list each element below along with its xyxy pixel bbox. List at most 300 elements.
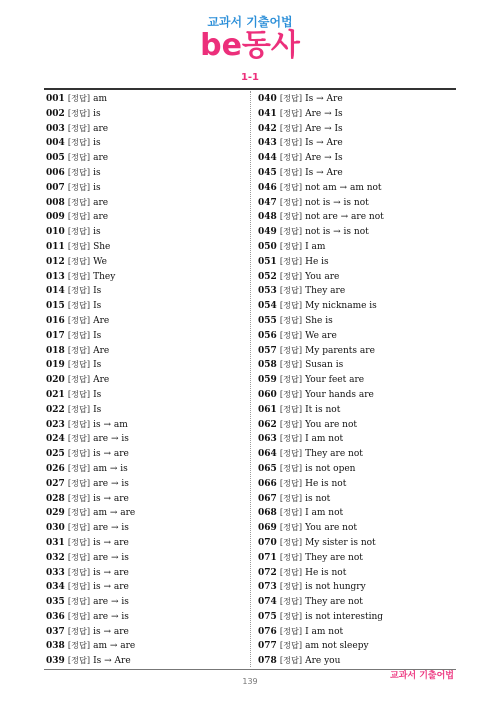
answer-item	[258, 239, 458, 254]
answer-text: Are	[93, 315, 110, 326]
answer-tag: [정답]	[279, 166, 303, 177]
item-number: 030	[46, 523, 65, 534]
answer-item	[258, 535, 458, 550]
answer-text: We	[93, 256, 107, 267]
answer-tag: [정답]	[67, 137, 91, 148]
answer-tag: [정답]	[67, 655, 91, 666]
answer-text: It is not	[305, 404, 341, 415]
top-rule	[44, 88, 456, 90]
answer-tag: [정답]	[279, 433, 303, 444]
item-number: 001	[46, 94, 65, 104]
item-number: 034	[46, 582, 65, 593]
answer-tag: [정답]	[67, 433, 91, 444]
answer-text: am	[93, 94, 107, 104]
item-number: 005	[46, 153, 65, 164]
answer-tag: [정답]	[279, 181, 303, 192]
answer-item	[258, 135, 458, 150]
answer-tag: [정답]	[67, 314, 91, 325]
item-number: 024	[46, 434, 65, 445]
answer-item	[258, 638, 458, 653]
answer-item	[258, 372, 458, 387]
item-number: 019	[46, 360, 65, 371]
answer-tag: [정답]	[279, 596, 303, 607]
answer-item	[258, 357, 458, 372]
answer-item	[258, 283, 458, 298]
answer-item	[46, 417, 246, 432]
answer-tag: [정답]	[279, 403, 303, 414]
item-number: 007	[46, 182, 65, 193]
item-number: 013	[46, 271, 65, 282]
answer-tag: [정답]	[67, 359, 91, 370]
answer-item	[46, 283, 246, 298]
answer-tag: [정답]	[67, 181, 91, 192]
answer-text: is not hungry	[305, 582, 366, 593]
answer-tag: [정답]	[67, 403, 91, 414]
answer-tag: [정답]	[67, 581, 91, 592]
item-number: 010	[46, 227, 65, 238]
answer-text: are	[93, 197, 109, 208]
answer-item	[46, 535, 246, 550]
answer-item	[258, 431, 458, 446]
answer-text: are	[93, 123, 109, 134]
answer-tag: [정답]	[67, 196, 91, 207]
answer-text: are → is	[93, 478, 129, 489]
answer-item	[258, 653, 458, 668]
item-number: 011	[46, 241, 65, 252]
answer-tag: [정답]	[279, 566, 303, 577]
answer-text: She	[93, 241, 111, 252]
answer-item	[46, 343, 246, 358]
item-number: 060	[258, 389, 277, 400]
answer-text: You are	[305, 271, 340, 282]
answer-tag: [정답]	[67, 152, 91, 163]
item-number: 014	[46, 286, 65, 297]
answer-tag: [정답]	[67, 344, 91, 355]
answer-text: I am	[305, 241, 326, 252]
answer-text: am not sleepy	[305, 641, 369, 652]
item-number: 052	[258, 271, 277, 282]
answer-item	[258, 624, 458, 639]
answer-item	[46, 476, 246, 491]
item-number: 040	[258, 94, 277, 104]
item-number: 041	[258, 108, 277, 119]
answer-item	[258, 254, 458, 269]
answer-text: He is not	[305, 567, 347, 578]
answer-item	[258, 520, 458, 535]
item-number: 063	[258, 434, 277, 445]
answer-text: is → are	[93, 567, 129, 578]
answer-tag: [정답]	[279, 240, 303, 251]
answer-text: is not interesting	[305, 611, 384, 622]
answer-item	[46, 491, 246, 506]
answer-text: Is	[93, 389, 102, 400]
answer-item	[46, 224, 246, 239]
answer-list-left	[46, 91, 246, 668]
item-number: 027	[46, 478, 65, 489]
answer-item	[46, 165, 246, 180]
item-number: 050	[258, 241, 277, 252]
answer-item	[258, 269, 458, 284]
answer-text: not is → is not	[305, 227, 369, 238]
answer-tag: [정답]	[67, 492, 91, 503]
answer-item	[46, 609, 246, 624]
answer-text: are → is	[93, 552, 129, 563]
answer-tag: [정답]	[279, 507, 303, 518]
answer-text: She is	[305, 315, 333, 326]
page-title: be동사	[200, 28, 300, 63]
answer-text: Are	[93, 375, 110, 386]
answer-item	[258, 328, 458, 343]
answer-text: are → is	[93, 597, 129, 608]
answer-tag: [정답]	[279, 226, 303, 237]
item-number: 065	[258, 463, 277, 474]
answer-text: You are not	[305, 523, 358, 534]
answer-item	[258, 298, 458, 313]
item-number: 048	[258, 212, 277, 223]
answer-tag: [정답]	[279, 551, 303, 562]
answer-tag: [정답]	[279, 581, 303, 592]
answer-text: are	[93, 153, 109, 164]
answer-text: My parents are	[305, 345, 375, 356]
answer-tag: [정답]	[279, 418, 303, 429]
answer-tag: [정답]	[279, 270, 303, 281]
section-number: 1-1	[240, 72, 260, 83]
answer-text: is → are	[93, 493, 129, 504]
answer-item	[258, 150, 458, 165]
answer-text: is → are	[93, 449, 129, 460]
answer-item	[46, 239, 246, 254]
answer-text: Is → Are	[305, 138, 343, 149]
answer-item	[258, 446, 458, 461]
item-number: 058	[258, 360, 277, 371]
item-number: 008	[46, 197, 65, 208]
answer-list-right	[258, 91, 458, 668]
answer-tag: [정답]	[67, 107, 91, 118]
item-number: 031	[46, 537, 65, 548]
answer-tag: [정답]	[279, 344, 303, 355]
answer-tag: [정답]	[279, 655, 303, 666]
answer-tag: [정답]	[67, 388, 91, 399]
answer-item	[46, 594, 246, 609]
answer-tag: [정답]	[279, 152, 303, 163]
item-number: 022	[46, 404, 65, 415]
answer-tag: [정답]	[67, 93, 91, 103]
item-number: 047	[258, 197, 277, 208]
answer-item	[258, 313, 458, 328]
item-number: 038	[46, 641, 65, 652]
answer-tag: [정답]	[67, 300, 91, 311]
item-number: 044	[258, 153, 277, 164]
answer-item	[46, 446, 246, 461]
answer-text: am → are	[93, 641, 136, 652]
answer-item	[46, 653, 246, 668]
answer-item	[46, 387, 246, 402]
answer-item	[46, 313, 246, 328]
answer-item	[46, 195, 246, 210]
item-number: 057	[258, 345, 277, 356]
item-number: 020	[46, 375, 65, 386]
item-number: 018	[46, 345, 65, 356]
answer-item	[258, 106, 458, 121]
item-number: 039	[46, 656, 65, 667]
column-divider	[250, 91, 251, 667]
item-number: 064	[258, 449, 277, 460]
answer-tag: [정답]	[67, 477, 91, 488]
answer-tag: [정답]	[67, 448, 91, 459]
item-number: 056	[258, 330, 277, 341]
answer-text: They are not	[305, 552, 363, 563]
answer-tag: [정답]	[279, 625, 303, 636]
item-number: 069	[258, 523, 277, 534]
answer-item	[258, 165, 458, 180]
answer-tag: [정답]	[67, 536, 91, 547]
answer-text: is → are	[93, 626, 129, 637]
answer-text: Is → Are	[93, 656, 131, 667]
answer-tag: [정답]	[67, 551, 91, 562]
answer-tag: [정답]	[67, 211, 91, 222]
item-number: 078	[258, 656, 277, 667]
item-number: 035	[46, 597, 65, 608]
item-number: 055	[258, 315, 277, 326]
answer-item	[258, 180, 458, 195]
answer-text: am → is	[93, 463, 128, 474]
answer-item	[46, 550, 246, 565]
answer-item	[258, 91, 458, 106]
answer-item	[46, 357, 246, 372]
answer-tag: [정답]	[67, 462, 91, 473]
item-number: 017	[46, 330, 65, 341]
item-number: 061	[258, 404, 277, 415]
answer-tag: [정답]	[279, 374, 303, 385]
item-number: 002	[46, 108, 65, 119]
item-number: 076	[258, 626, 277, 637]
answer-item	[258, 121, 458, 136]
answer-text: is	[93, 182, 101, 193]
answer-tag: [정답]	[279, 122, 303, 133]
item-number: 012	[46, 256, 65, 267]
item-number: 062	[258, 419, 277, 430]
answer-text: Susan is	[305, 360, 344, 371]
answer-item	[258, 343, 458, 358]
answer-tag: [정답]	[279, 477, 303, 488]
answer-text: Is → Are	[305, 94, 343, 104]
answer-item	[46, 209, 246, 224]
answer-item	[46, 135, 246, 150]
answer-text: Are → Is	[305, 123, 343, 134]
answer-text: Are you	[305, 656, 341, 667]
answer-tag: [정답]	[67, 122, 91, 133]
answer-item	[258, 209, 458, 224]
answer-item	[46, 372, 246, 387]
answer-text: Are → Is	[305, 108, 343, 119]
answer-tag: [정답]	[67, 374, 91, 385]
item-number: 016	[46, 315, 65, 326]
answer-tag: [정답]	[67, 596, 91, 607]
answer-item	[258, 609, 458, 624]
answer-tag: [정답]	[279, 137, 303, 148]
item-number: 004	[46, 138, 65, 149]
answer-item	[46, 298, 246, 313]
answer-tag: [정답]	[67, 166, 91, 177]
answer-item	[46, 638, 246, 653]
item-number: 045	[258, 167, 277, 178]
answer-text: not am → am not	[305, 182, 382, 193]
answer-item	[46, 431, 246, 446]
item-number: 059	[258, 375, 277, 386]
answer-tag: [정답]	[279, 314, 303, 325]
answer-tag: [정답]	[279, 107, 303, 118]
answer-tag: [정답]	[279, 211, 303, 222]
item-number: 073	[258, 582, 277, 593]
answer-text: Is	[93, 360, 102, 371]
item-number: 067	[258, 493, 277, 504]
item-number: 070	[258, 537, 277, 548]
footer-brand: 교과서 기출어법	[390, 671, 454, 681]
answer-tag: [정답]	[67, 329, 91, 340]
item-number: 026	[46, 463, 65, 474]
answer-text: They are not	[305, 597, 363, 608]
answer-item	[46, 106, 246, 121]
item-number: 042	[258, 123, 277, 134]
answer-text: is → are	[93, 582, 129, 593]
item-number: 003	[46, 123, 65, 134]
answer-item	[258, 505, 458, 520]
answer-item	[46, 579, 246, 594]
answer-text: Your feet are	[305, 375, 365, 386]
answer-item	[46, 624, 246, 639]
item-number: 025	[46, 449, 65, 460]
answer-text: is → am	[93, 419, 128, 430]
answer-text: My nickname is	[305, 301, 377, 312]
answer-item	[258, 417, 458, 432]
item-number: 023	[46, 419, 65, 430]
item-number: 006	[46, 167, 65, 178]
answer-text: Is	[93, 301, 102, 312]
answer-text: is not open	[305, 463, 356, 474]
item-number: 068	[258, 508, 277, 519]
item-number: 071	[258, 552, 277, 563]
answer-item	[46, 328, 246, 343]
answer-text: are → is	[93, 523, 129, 534]
answer-tag: [정답]	[279, 93, 303, 103]
answer-text: is	[93, 227, 101, 238]
answer-tag: [정답]	[67, 522, 91, 533]
item-number: 075	[258, 611, 277, 622]
answer-item	[46, 150, 246, 165]
answer-item	[258, 476, 458, 491]
answer-text: are → is	[93, 611, 129, 622]
item-number: 037	[46, 626, 65, 637]
answer-text: They are	[305, 286, 346, 297]
item-number: 032	[46, 552, 65, 563]
answer-tag: [정답]	[67, 625, 91, 636]
answer-item	[258, 387, 458, 402]
header-subtitle: 교과서 기출어법	[207, 15, 293, 29]
answer-text: is not	[305, 493, 331, 504]
item-number: 033	[46, 567, 65, 578]
answer-text: He is not	[305, 478, 347, 489]
answer-item	[46, 180, 246, 195]
item-number: 009	[46, 212, 65, 223]
answer-tag: [정답]	[67, 418, 91, 429]
answer-tag: [정답]	[279, 388, 303, 399]
item-number: 053	[258, 286, 277, 297]
answer-item	[46, 520, 246, 535]
answer-item	[258, 594, 458, 609]
answer-tag: [정답]	[67, 240, 91, 251]
answer-tag: [정답]	[279, 300, 303, 311]
item-number: 066	[258, 478, 277, 489]
answer-text: Is	[93, 286, 102, 297]
item-number: 029	[46, 508, 65, 519]
answer-item	[258, 461, 458, 476]
answer-text: My sister is not	[305, 537, 376, 548]
answer-tag: [정답]	[279, 359, 303, 370]
answer-text: are	[93, 212, 109, 223]
answer-tag: [정답]	[279, 285, 303, 296]
answer-tag: [정답]	[279, 196, 303, 207]
page-number: 139	[242, 677, 258, 686]
answer-item	[46, 505, 246, 520]
answer-item	[258, 491, 458, 506]
answer-tag: [정답]	[279, 536, 303, 547]
item-number: 077	[258, 641, 277, 652]
answer-text: They are not	[305, 449, 363, 460]
answer-text: I am not	[305, 626, 344, 637]
answer-text: are → is	[93, 434, 129, 445]
answer-tag: [정답]	[279, 522, 303, 533]
answer-text: I am not	[305, 508, 344, 519]
answer-tag: [정답]	[279, 448, 303, 459]
answer-item	[258, 195, 458, 210]
answer-text: Is	[93, 330, 102, 341]
answer-item	[258, 224, 458, 239]
answer-text: He is	[305, 256, 329, 267]
answer-text: They	[93, 271, 116, 282]
answer-tag: [정답]	[67, 255, 91, 266]
answer-item	[46, 91, 246, 106]
answer-item	[46, 269, 246, 284]
answer-tag: [정답]	[67, 285, 91, 296]
answer-text: Is	[93, 404, 102, 415]
item-number: 051	[258, 256, 277, 267]
item-number: 046	[258, 182, 277, 193]
item-number: 054	[258, 301, 277, 312]
answer-text: Are	[93, 345, 110, 356]
answer-tag: [정답]	[279, 640, 303, 651]
answer-item	[46, 461, 246, 476]
answer-text: not are → are not	[305, 212, 384, 223]
answer-text: I am not	[305, 434, 344, 445]
answer-item	[46, 402, 246, 417]
item-number: 036	[46, 611, 65, 622]
answer-tag: [정답]	[279, 329, 303, 340]
answer-tag: [정답]	[67, 270, 91, 281]
answer-text: is	[93, 108, 101, 119]
answer-text: is → are	[93, 537, 129, 548]
answer-text: not is → is not	[305, 197, 369, 208]
answer-text: am → are	[93, 508, 136, 519]
answer-tag: [정답]	[67, 610, 91, 621]
answer-tag: [정답]	[279, 255, 303, 266]
answer-text: Are → Is	[305, 153, 343, 164]
answer-text: You are not	[305, 419, 358, 430]
answer-text: Is → Are	[305, 167, 343, 178]
answer-text: is	[93, 138, 101, 149]
item-number: 049	[258, 227, 277, 238]
item-number: 021	[46, 389, 65, 400]
item-number: 074	[258, 597, 277, 608]
